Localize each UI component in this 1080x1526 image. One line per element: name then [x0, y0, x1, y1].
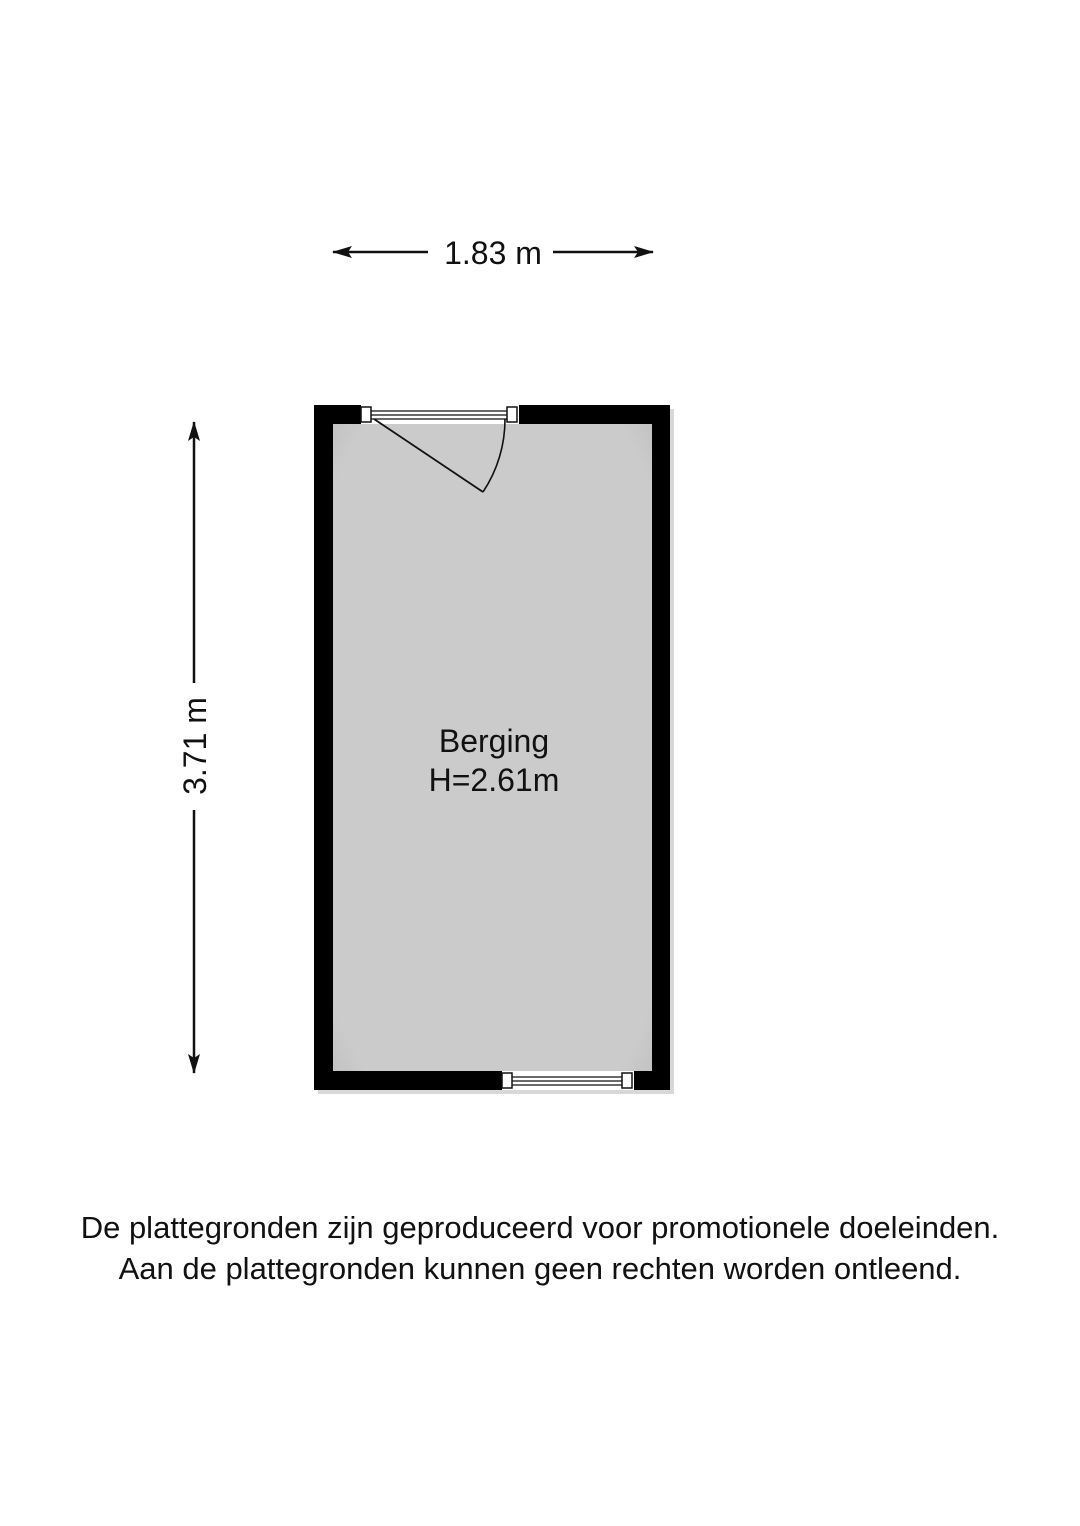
- door-frame-left: [361, 407, 371, 422]
- room-berging: [314, 405, 674, 1094]
- width-dimension-label: 1.83 m: [444, 235, 542, 271]
- room-height: H=2.61m: [428, 762, 560, 798]
- disclaimer-line-1: De plattegronden zijn geproduceerd voor promotionele doeleinden.: [80, 1210, 1000, 1245]
- length-dimension: [177, 422, 213, 1073]
- window: [502, 1071, 634, 1090]
- length-dimension-label: 3.71 m: [177, 697, 213, 795]
- room-name: Berging: [438, 723, 550, 759]
- window-frame-left: [502, 1073, 512, 1088]
- door-frame-right: [507, 407, 517, 422]
- width-dimension: [333, 235, 653, 271]
- disclaimer-line-2: Aan de plattegronden kunnen geen rechten worden ontleend.: [118, 1251, 962, 1286]
- window-frame-right: [622, 1073, 632, 1088]
